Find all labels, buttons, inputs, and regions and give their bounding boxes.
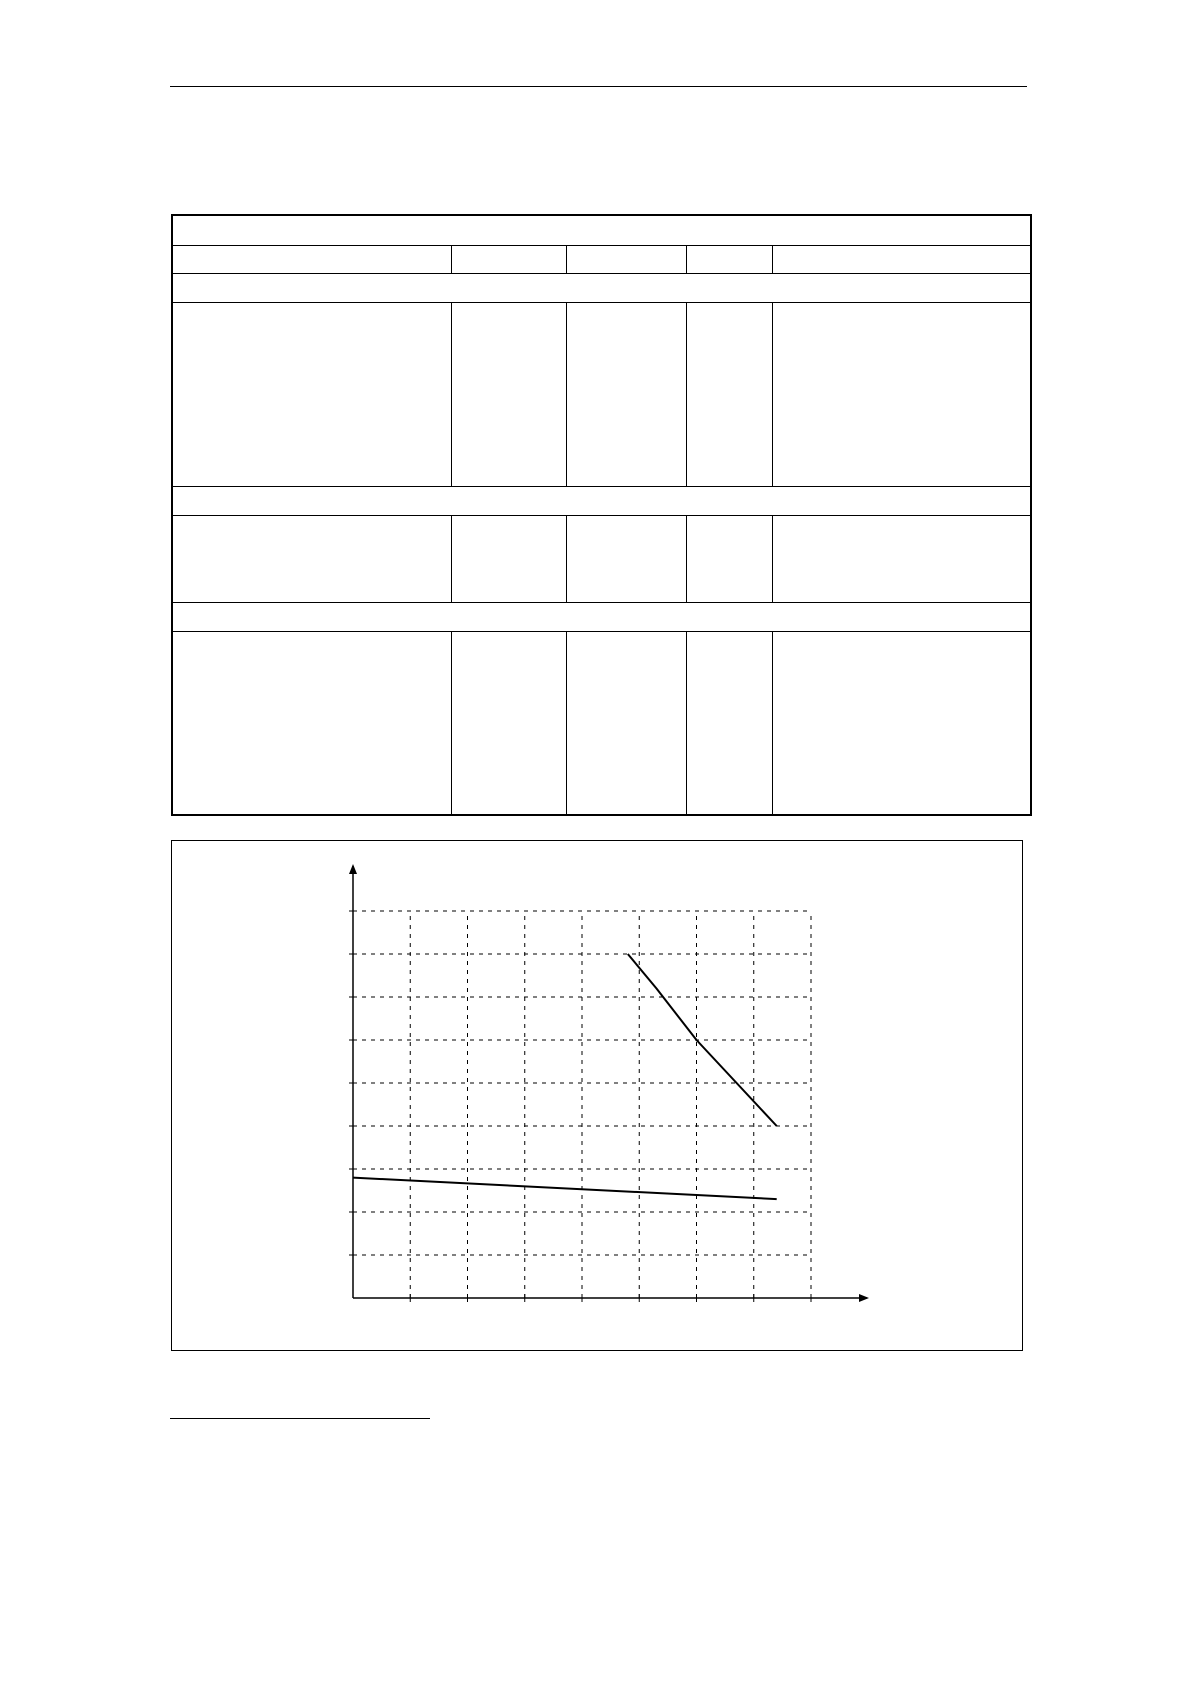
table-cell <box>566 515 686 602</box>
table-cell <box>566 302 686 486</box>
table-caption-row <box>172 215 1031 245</box>
section-title-row <box>172 486 1031 515</box>
table-row <box>172 302 1031 486</box>
table-cell <box>686 515 772 602</box>
grid <box>353 911 811 1298</box>
axis-ticks <box>349 911 811 1302</box>
header-cell <box>451 245 566 273</box>
table-row <box>172 631 1031 815</box>
table-cell <box>686 631 772 815</box>
table-cell <box>686 302 772 486</box>
table-cell <box>172 302 451 486</box>
table-row <box>172 515 1031 602</box>
header-cell <box>566 245 686 273</box>
table-cell <box>772 515 1031 602</box>
section-title-row <box>172 273 1031 302</box>
spec-table <box>171 214 1032 816</box>
section-title-row <box>172 602 1031 631</box>
table-cell <box>451 302 566 486</box>
section-title <box>172 602 1031 631</box>
figure-frame <box>171 840 1023 1351</box>
line-chart <box>172 841 1024 1352</box>
section-title <box>172 273 1031 302</box>
header-rule <box>170 86 1027 87</box>
table-cell <box>172 515 451 602</box>
table-cell <box>566 631 686 815</box>
table-cell <box>172 631 451 815</box>
series-group <box>353 954 777 1199</box>
series-line-2 <box>353 1178 777 1200</box>
header-cell <box>686 245 772 273</box>
header-cell <box>172 245 451 273</box>
table-cell <box>451 631 566 815</box>
table-cell <box>772 631 1031 815</box>
footnote-rule <box>170 1418 430 1419</box>
section-title <box>172 486 1031 515</box>
table-caption <box>172 215 1031 245</box>
table-header-row <box>172 245 1031 273</box>
table-cell <box>451 515 566 602</box>
header-cell <box>772 245 1031 273</box>
table-cell <box>772 302 1031 486</box>
